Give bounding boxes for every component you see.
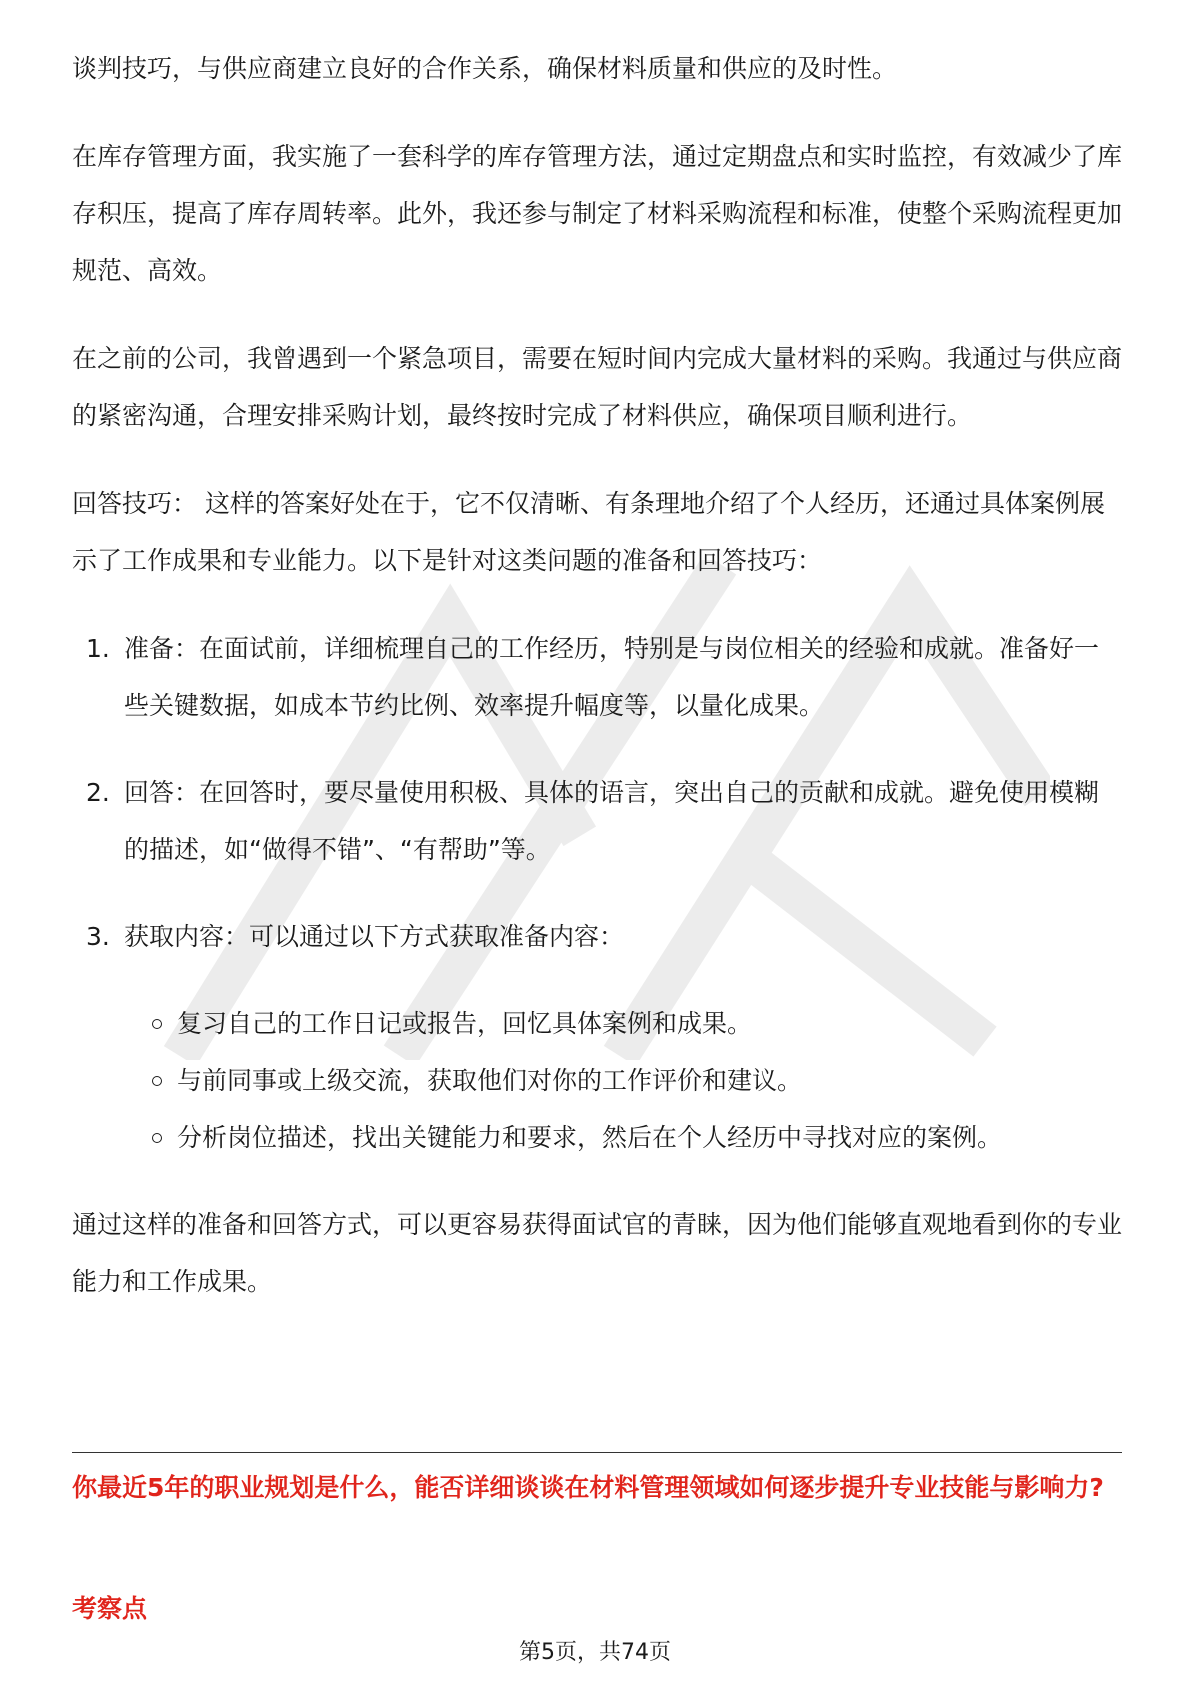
tips-list bbox=[72, 620, 1122, 965]
circle-bullet-icon bbox=[152, 1133, 162, 1143]
paragraph: 在库存管理方面，我实施了一套科学的库存管理方法，通过定期盘点和实时监控，有效减少了库存积压，提高了库存周转率。此外，我还参与制定了材料采购流程和标准，使整个采购流程更加规范、高效。 bbox=[72, 142, 1123, 285]
sublist-item-text: 与前同事或上级交流，获取他们对你的工作评价和建议。 bbox=[177, 1066, 803, 1095]
closing-paragraph: 通过这样的准备和回答方式，可以更容易获得面试官的青睐，因为他们能够直观地看到你的专业能力和工作成果。 bbox=[72, 1210, 1123, 1296]
list-number: 2. bbox=[86, 778, 110, 807]
interview-question: 你最近5年的职业规划是什么，能否详细谈谈在材料管理领域如何逐步提升专业技能与影响力? bbox=[72, 1473, 1104, 1502]
list-item-text: 回答：在回答时，要尽量使用积极、具体的语言，突出自己的贡献和成就。避免使用模糊的描述，如“做得不错”、“有帮助”等。 bbox=[124, 778, 1100, 864]
list-item bbox=[72, 620, 1122, 734]
list-item-text: 准备：在面试前，详细梳理自己的工作经历，特别是与岗位相关的经验和成就。准备好一些关键数据，如成本节约比例、效率提升幅度等，以量化成果。 bbox=[124, 634, 1100, 720]
list-item bbox=[72, 764, 1122, 878]
sublist-item bbox=[72, 1052, 1122, 1109]
list-number: 3. bbox=[86, 922, 110, 951]
circle-bullet-icon bbox=[152, 1076, 162, 1086]
sublist-item-text: 复习自己的工作日记或报告，回忆具体案例和成果。 bbox=[177, 1009, 753, 1038]
page-footer: 第5页，共74页 bbox=[519, 1640, 671, 1665]
sublist-item bbox=[72, 1109, 1122, 1166]
paragraph: 谈判技巧，与供应商建立良好的合作关系，确保材料质量和供应的及时性。 bbox=[72, 54, 898, 83]
list-number: 1. bbox=[86, 634, 110, 663]
paragraph: 在之前的公司，我曾遇到一个紧急项目，需要在短时间内完成大量材料的采购。我通过与供应商的紧密沟通，合理安排采购计划，最终按时完成了材料供应，确保项目顺利进行。 bbox=[72, 344, 1123, 430]
list-item-text: 获取内容：可以通过以下方式获取准备内容： bbox=[124, 922, 625, 951]
section-label: 考察点 bbox=[72, 1594, 148, 1623]
list-item bbox=[72, 908, 1122, 965]
circle-bullet-icon bbox=[152, 1019, 162, 1029]
sublist-item-text: 分析岗位描述，找出关键能力和要求，然后在个人经历中寻找对应的案例。 bbox=[177, 1123, 1003, 1152]
document-body bbox=[72, 40, 1122, 1341]
paragraph: 回答技巧： 这样的答案好处在于，它不仅清晰、有条理地介绍了个人经历，还通过具体案例展示了工作成果和专业能力。以下是针对这类问题的准备和回答技巧： bbox=[72, 489, 1105, 575]
section-divider bbox=[72, 1452, 1122, 1453]
sublist-item bbox=[72, 995, 1122, 1052]
content-sources-list bbox=[72, 995, 1122, 1166]
